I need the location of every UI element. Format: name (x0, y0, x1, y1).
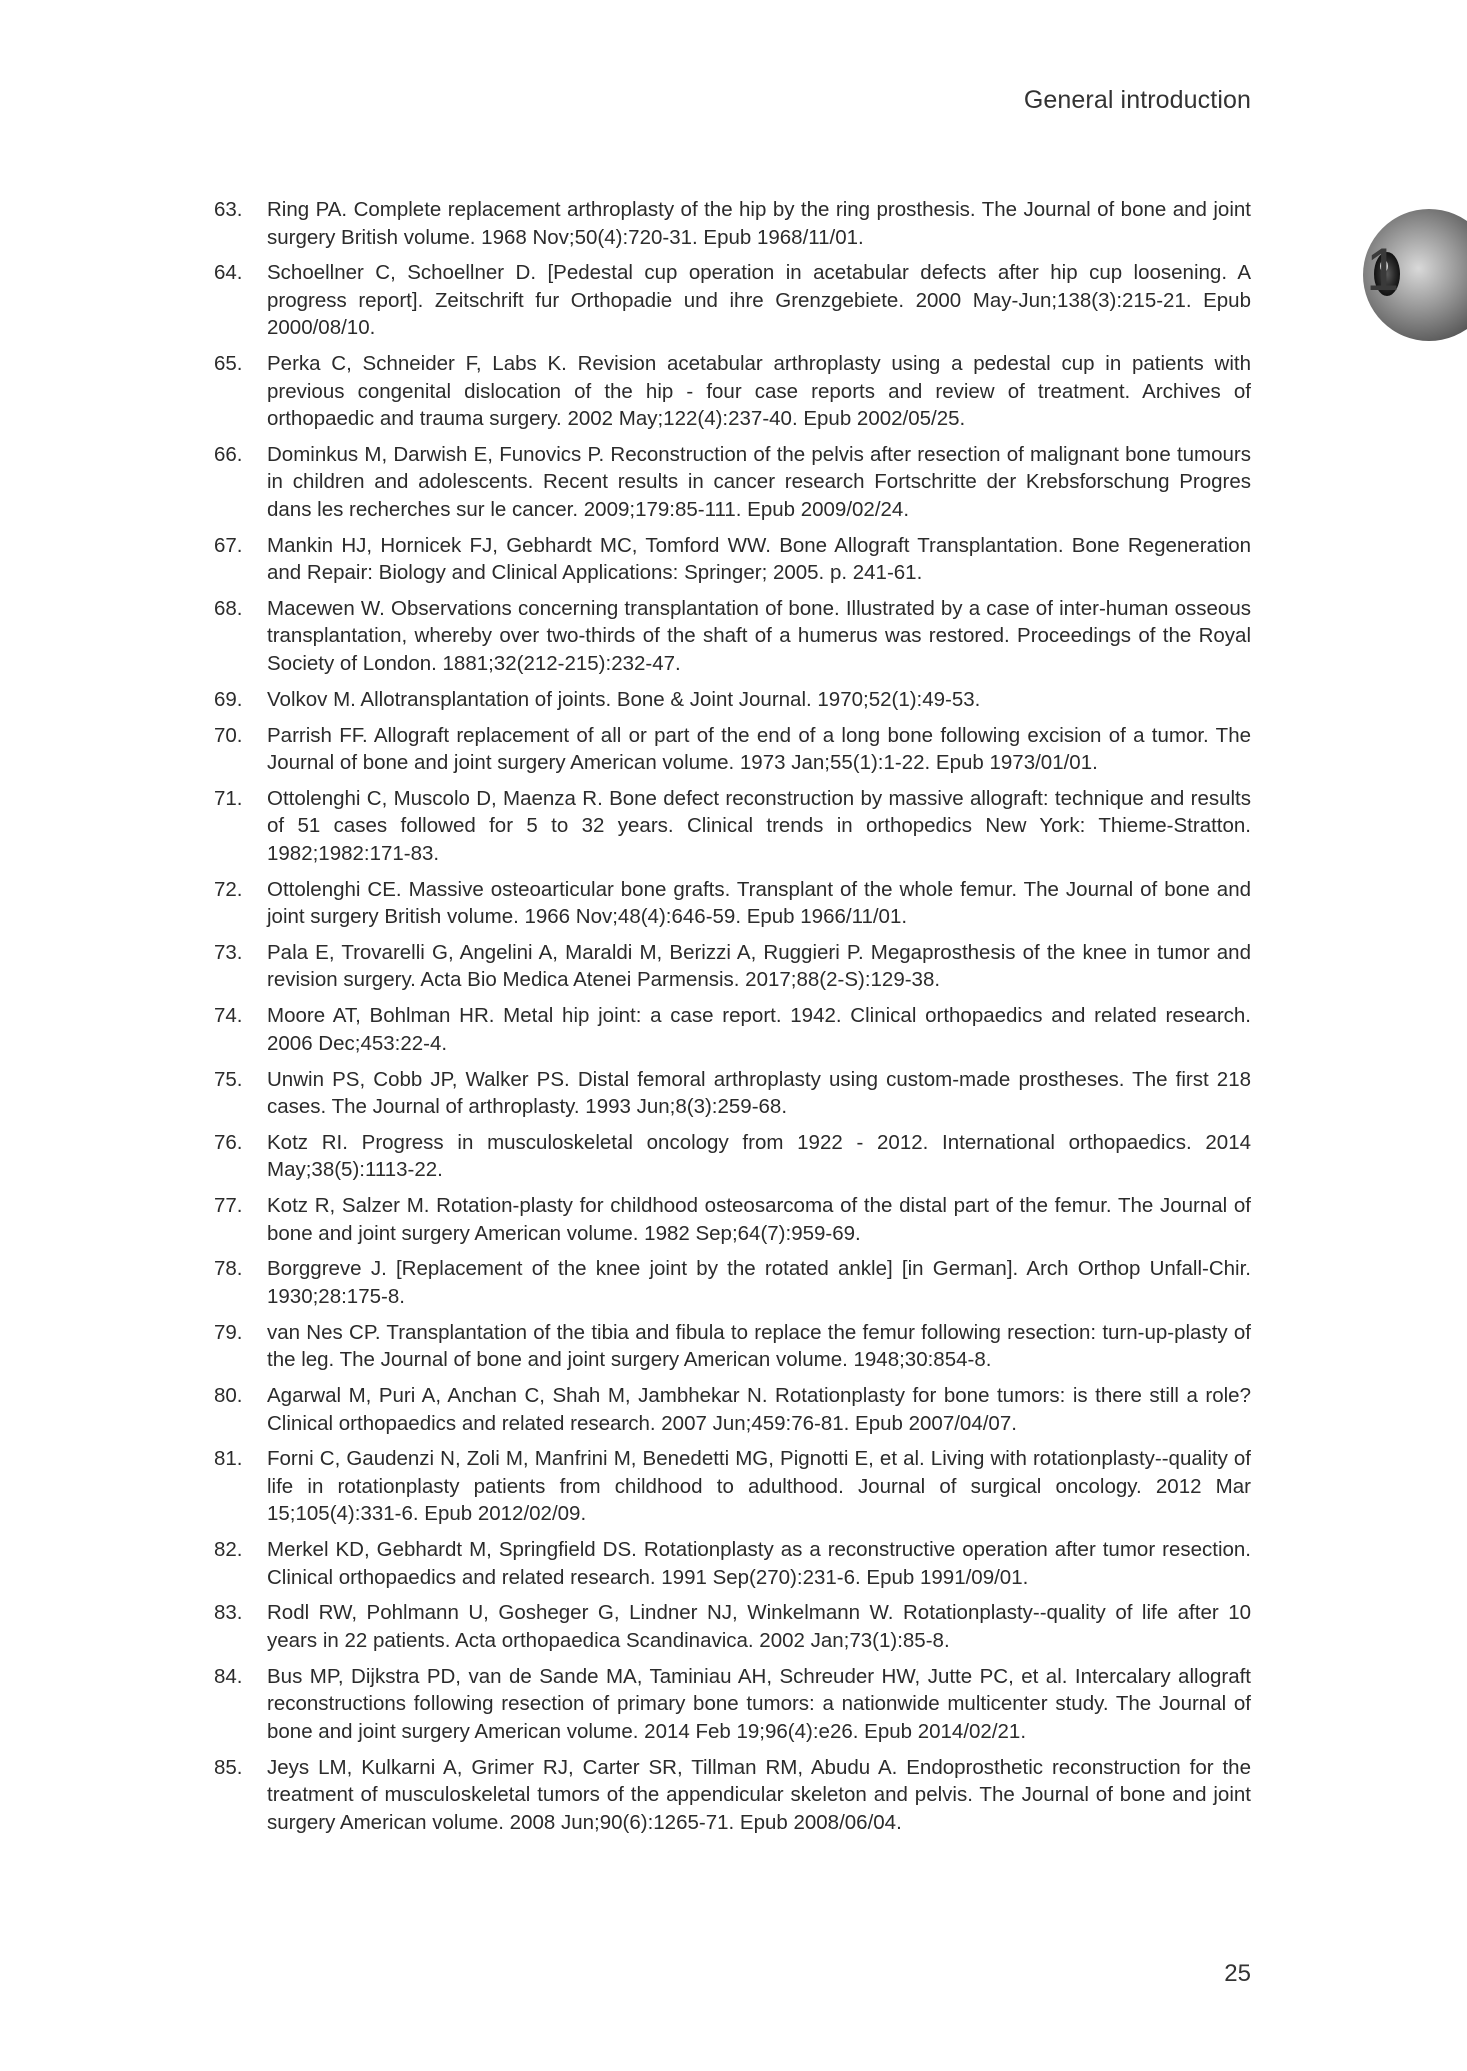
reference-text: Schoellner C, Schoellner D. [Pedestal cup operation in acetabular defects after hip cup loosening. A progress report]. Zeitschrift fur Orthopadie und ihre Grenzgebiete. 2000 May-Jun;138(3):215-21. Epub 2000/08/10. (267, 261, 1251, 340)
reference-text: Agarwal M, Puri A, Anchan C, Shah M, Jambhekar N. Rotationplasty for bone tumors: is there still a role? Clinical orthopaedics and related research. 2007 Jun;459:76-81. Epub 2007/04/07. (267, 1384, 1251, 1435)
reference-number: 77. (214, 1194, 243, 1218)
reference-number: 74. (214, 1004, 243, 1028)
reference-item (214, 350, 1251, 433)
reference-list (214, 196, 1251, 1844)
reference-item (214, 196, 1251, 251)
reference-text: Macewen W. Observations concerning transplantation of bone. Illustrated by a case of inter-human osseous transplantation, whereby over two-thirds of the shaft of a humerus was restored. Proceedings of the Royal Society of London. 1881;32(212-215):232-47. (267, 596, 1251, 675)
reference-text: Kotz R, Salzer M. Rotation-plasty for childhood osteosarcoma of the distal part of the femur. The Journal of bone and joint surgery American volume. 1982 Sep;64(7):959-69. (267, 1194, 1251, 1245)
reference-item (214, 532, 1251, 587)
reference-text: Perka C, Schneider F, Labs K. Revision acetabular arthroplasty using a pedestal cup in patients with previous congenital dislocation of the hip - four case reports and review of treatment. Archives of orthopaedic and trauma surgery. 2002 May;122(4):237-40. Epub 2002/05/25. (267, 352, 1251, 431)
reference-item (214, 1754, 1251, 1837)
reference-text: Merkel KD, Gebhardt M, Springfield DS. Rotationplasty as a reconstructive operation after tumor resection. Clinical orthopaedics and related research. 1991 Sep(270):231-6. Epub 1991/09/01. (267, 1538, 1251, 1589)
reference-item (214, 1536, 1251, 1591)
chapter-tab-ball-icon (1347, 208, 1467, 342)
reference-item (214, 1066, 1251, 1121)
reference-item (214, 1445, 1251, 1528)
reference-item (214, 441, 1251, 524)
reference-number: 68. (214, 596, 243, 620)
reference-number: 76. (214, 1130, 243, 1154)
reference-item (214, 1002, 1251, 1057)
reference-text: Parrish FF. Allograft replacement of all or part of the end of a long bone following excision of a tumor. The Journal of bone and joint surgery American volume. 1973 Jan;55(1):1-22. Epub 1973/01/01. (267, 723, 1251, 775)
reference-text: Volkov M. Allotransplantation of joints. Bone & Joint Journal. 1970;52(1):49-53. (267, 687, 981, 711)
reference-item (214, 1382, 1251, 1437)
reference-number: 69. (214, 687, 243, 711)
reference-number: 71. (214, 786, 243, 810)
reference-item (214, 595, 1251, 678)
reference-item (214, 259, 1251, 342)
reference-item (214, 1319, 1251, 1374)
page-number: 25 (1224, 1960, 1251, 1987)
reference-text: Ring PA. Complete replacement arthroplasty of the hip by the ring prosthesis. The Journal of bone and joint surgery British volume. 1968 Nov;50(4):720-31. Epub 1968/11/01. (267, 198, 1251, 249)
reference-text: Bus MP, Dijkstra PD, van de Sande MA, Taminiau AH, Schreuder HW, Jutte PC, et al. Intercalary allograft reconstructions following resection of primary bone tumors: a nationwide multicenter study. The Journal of bone and joint surgery American volume. 2014 Feb 19;96(4):e26. Epub 2014/02/21. (267, 1664, 1251, 1743)
chapter-number: 1 (1366, 236, 1400, 303)
reference-number: 72. (214, 877, 243, 901)
reference-number: 83. (214, 1601, 243, 1625)
reference-text: Mankin HJ, Hornicek FJ, Gebhardt MC, Tomford WW. Bone Allograft Transplantation. Bone Regeneration and Repair: Biology and Clinical Applications: Springer; 2005. p. 241-61. (267, 533, 1251, 585)
reference-number: 65. (214, 352, 243, 376)
reference-item (214, 1599, 1251, 1654)
reference-text: van Nes CP. Transplantation of the tibia and fibula to replace the femur following resection: turn-up-plasty of the leg. The Journal of bone and joint surgery American volume. 1948;30:854-8. (267, 1320, 1251, 1372)
reference-number: 82. (214, 1538, 243, 1562)
reference-item (214, 1129, 1251, 1184)
reference-number: 70. (214, 723, 243, 747)
reference-text: Unwin PS, Cobb JP, Walker PS. Distal femoral arthroplasty using custom-made prostheses. The first 218 cases. The Journal of arthroplasty. 1993 Jun;8(3):259-68. (267, 1067, 1251, 1119)
reference-number: 84. (214, 1664, 243, 1688)
reference-item (214, 1255, 1251, 1310)
reference-item (214, 686, 1251, 714)
reference-number: 85. (214, 1755, 243, 1779)
reference-text: Forni C, Gaudenzi N, Zoli M, Manfrini M, Benedetti MG, Pignotti E, et al. Living with rotationplasty--quality of life in rotationplasty patients from childhood to adulthood. Journal of surgical oncology. 2012 Mar 15;105(4):331-6. Epub 2012/02/09. (267, 1447, 1251, 1526)
reference-number: 64. (214, 261, 243, 285)
reference-number: 73. (214, 940, 243, 964)
reference-number: 63. (214, 198, 243, 221)
reference-text: Dominkus M, Darwish E, Funovics P. Reconstruction of the pelvis after resection of malignant bone tumours in children and adolescents. Recent results in cancer research Fortschritte der Krebsforschung Progres dans les recherches sur le cancer. 2009;179:85-111. Epub 2009/02/24. (267, 442, 1251, 521)
running-header: General introduction (1023, 86, 1251, 114)
reference-text: Borggreve J. [Replacement of the knee joint by the rotated ankle] [in German]. Arch Orthop Unfall-Chir. 1930;28:175-8. (267, 1257, 1251, 1308)
reference-number: 81. (214, 1447, 243, 1471)
reference-item (214, 722, 1251, 777)
reference-number: 75. (214, 1067, 243, 1091)
reference-text: Moore AT, Bohlman HR. Metal hip joint: a case report. 1942. Clinical orthopaedics and related research. 2006 Dec;453:22-4. (267, 1004, 1251, 1055)
reference-item (214, 876, 1251, 931)
reference-item (214, 1663, 1251, 1746)
reference-item (214, 939, 1251, 994)
reference-number: 80. (214, 1384, 243, 1408)
reference-number: 66. (214, 442, 243, 466)
reference-text: Ottolenghi CE. Massive osteoarticular bone grafts. Transplant of the whole femur. The Journal of bone and joint surgery British volume. 1966 Nov;48(4):646-59. Epub 1966/11/01. (267, 877, 1251, 929)
reference-text: Ottolenghi C, Muscolo D, Maenza R. Bone defect reconstruction by massive allograft: technique and results of 51 cases followed for 5 to 32 years. Clinical trends in orthopedics New York: Thieme-Stratton. 1982;1982:171-83. (267, 786, 1251, 865)
reference-number: 79. (214, 1320, 243, 1344)
reference-text: Jeys LM, Kulkarni A, Grimer RJ, Carter SR, Tillman RM, Abudu A. Endoprosthetic reconstruction for the treatment of musculoskeletal tumors of the appendicular skeleton and pelvis. The Journal of bone and joint surgery American volume. 2008 Jun;90(6):1265-71. Epub 2008/06/04. (267, 1755, 1251, 1834)
reference-number: 67. (214, 533, 243, 557)
reference-item (214, 1192, 1251, 1247)
reference-text: Kotz RI. Progress in musculoskeletal oncology from 1922 - 2012. International orthopaedics. 2014 May;38(5):1113-22. (267, 1130, 1251, 1182)
reference-text: Rodl RW, Pohlmann U, Gosheger G, Lindner NJ, Winkelmann W. Rotationplasty--quality of life after 10 years in 22 patients. Acta orthopaedica Scandinavica. 2002 Jan;73(1):85-8. (267, 1601, 1251, 1652)
reference-text: Pala E, Trovarelli G, Angelini A, Maraldi M, Berizzi A, Ruggieri P. Megaprosthesis of the knee in tumor and revision surgery. Acta Bio Medica Atenei Parmensis. 2017;88(2-S):129-38. (267, 940, 1251, 992)
reference-number: 78. (214, 1257, 243, 1281)
reference-item (214, 785, 1251, 868)
